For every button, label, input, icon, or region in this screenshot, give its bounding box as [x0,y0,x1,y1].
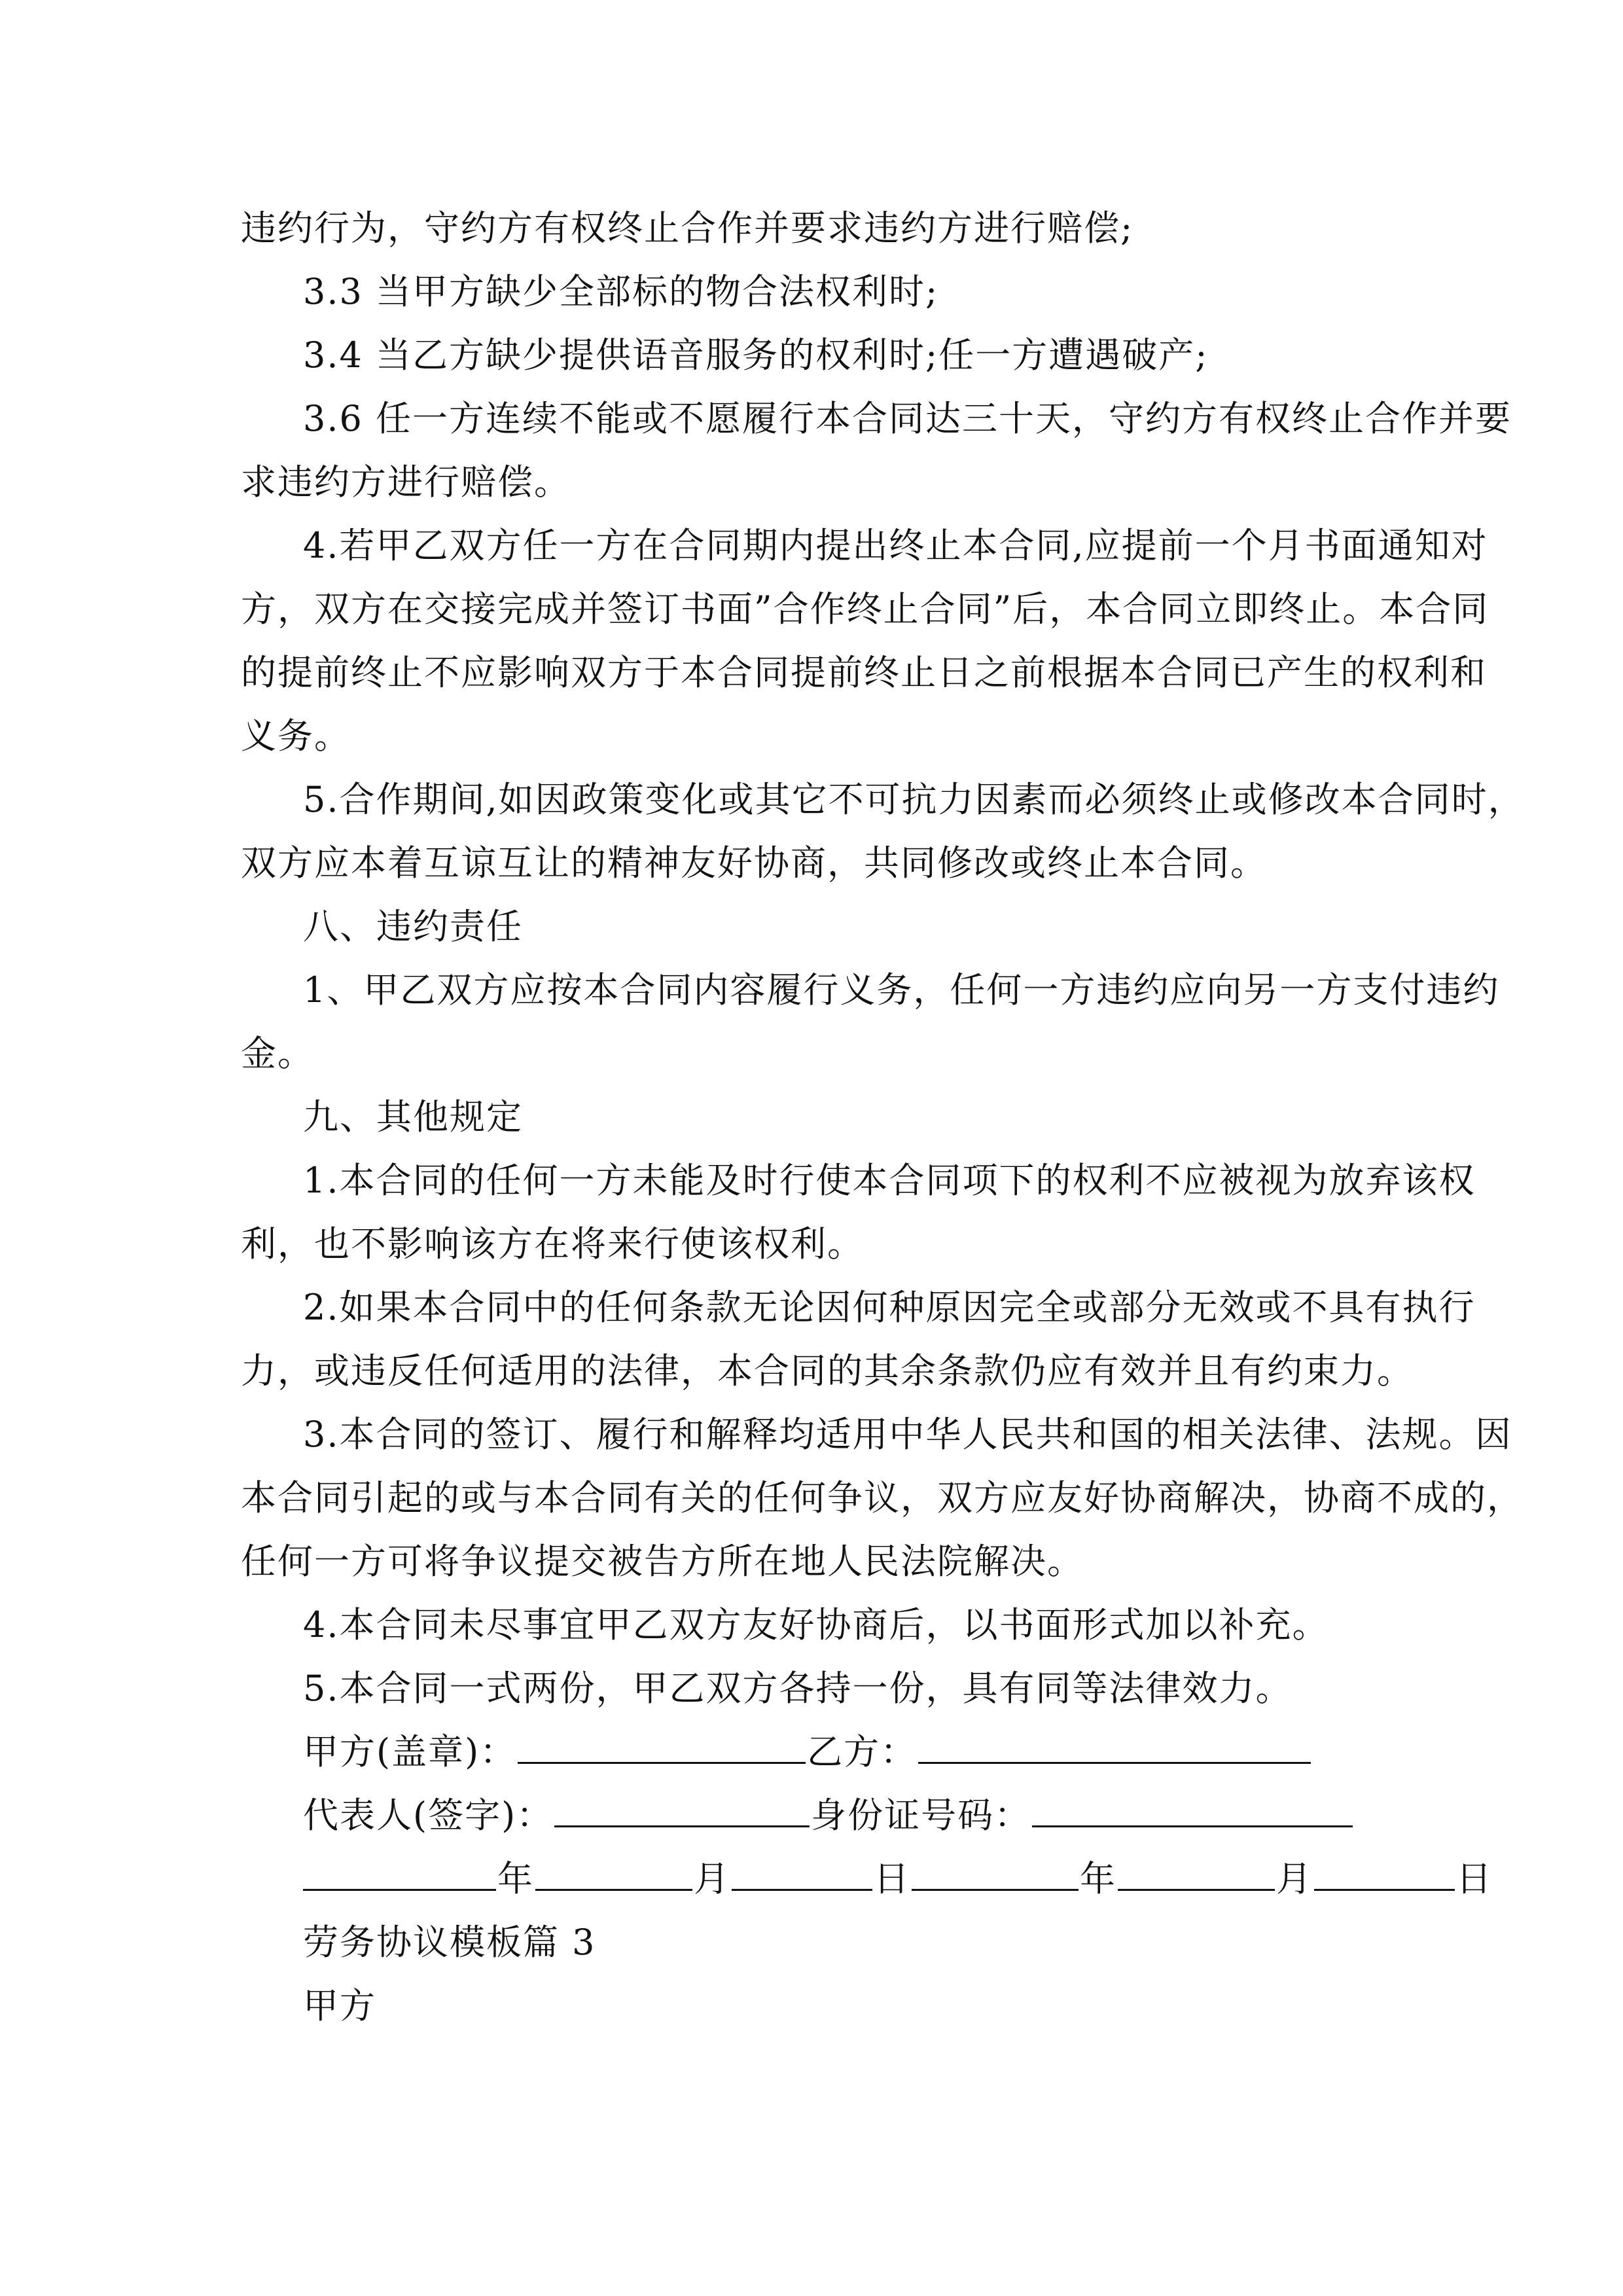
paragraph-line: 4.若甲乙双方任一方在合同期内提出终止本合同,应提前一个月书面通知对 [303,525,1488,566]
representative-signature-blank[interactable] [554,1785,810,1827]
contract-body [241,196,1525,1720]
paragraph-line: 3.本合同的签订、履行和解释均适用中华人民共和国的相关法律、法规。因 [303,1414,1512,1455]
signature-row-dates [241,1847,1493,1910]
party-a-year-blank[interactable] [303,1848,496,1891]
document-page [241,196,1525,2037]
id-number-blank[interactable] [1032,1785,1353,1827]
party-b-day-blank[interactable] [1314,1848,1455,1891]
paragraph-line: 九、其他规定 [303,1096,523,1138]
party-b-label: 乙方： [807,1731,918,1772]
id-number-label: 身份证号码： [811,1795,1031,1836]
paragraph-line: 利，也不影响该方在将来行使该权利。 [241,1223,864,1265]
paragraph-line: 1.本合同的任何一方未能及时行使本合同项下的权利不应被视为放弃该权 [303,1160,1476,1201]
paragraph-line: 方，双方在交接完成并签订书面”合作终止合同”后，本合同立即终止。本合同 [241,588,1489,630]
paragraph-line: 双方应本着互谅互让的精神友好协商，共同修改或终止本合同。 [241,842,1267,884]
month-label: 月 [694,1858,730,1899]
next-section-title: 劳务协议模板篇 3 [303,1922,596,1963]
representative-signature-label: 代表人(签字)： [303,1795,554,1836]
party-a-seal-blank[interactable] [518,1721,806,1764]
paragraph-line: 3.3 当甲方缺少全部标的物合法权利时; [303,271,939,312]
next-section-party-a: 甲方 [303,1985,376,2026]
paragraph-line: 求违约方进行赔偿。 [241,461,571,503]
signature-row-parties [241,1720,1393,1784]
party-a-day-blank[interactable] [732,1848,872,1891]
paragraph-line: 违约行为，守约方有权终止合作并要求违约方进行赔偿; [241,207,1134,249]
paragraph-line: 3.6 任一方连续不能或不愿履行本合同达三十天，守约方有权终止合作并要 [303,398,1512,439]
paragraph-line: 八、违约责任 [303,906,523,947]
year-label: 年 [497,1858,534,1899]
day-label: 日 [874,1858,910,1899]
party-b-blank[interactable] [918,1721,1311,1764]
paragraph-line: 5.合作期间,如因政策变化或其它不可抗力因素而必须终止或修改本合同时， [303,779,1525,820]
paragraph-line: 5.本合同一式两份，甲乙双方各持一份，具有同等法律效力。 [303,1668,1293,1709]
month-label: 月 [1276,1858,1313,1899]
paragraph-line: 本合同引起的或与本合同有关的任何争议，双方应友好协商解决，协商不成的， [241,1477,1524,1518]
paragraph-line: 2.如果本合同中的任何条款无论因何种原因完全或部分无效或不具有执行 [303,1287,1476,1328]
signature-row-representative [241,1784,1393,1847]
paragraph-line: 的提前终止不应影响双方于本合同提前终止日之前根据本合同已产生的权利和 [241,652,1487,693]
paragraph-line: 任何一方可将争议提交被告方所在地人民法院解决。 [241,1541,1084,1582]
party-a-month-blank[interactable] [535,1848,692,1891]
party-b-year-blank[interactable] [912,1848,1079,1891]
paragraph-line: 1、甲乙双方应按本合同内容履行义务，任何一方违约应向另一方支付违约 [303,969,1500,1011]
paragraph-line: 金。 [241,1033,314,1074]
party-b-month-blank[interactable] [1118,1848,1275,1891]
paragraph-line: 4.本合同未尽事宜甲乙双方友好协商后，以书面形式加以补充。 [303,1604,1329,1645]
paragraph-line: 3.4 当乙方缺少提供语音服务的权利时;任一方遭遇破产; [303,334,1209,376]
paragraph-line: 力，或违反任何适用的法律，本合同的其余条款仍应有效并且有约束力。 [241,1350,1414,1391]
paragraph-line: 义务。 [241,715,351,757]
day-label: 日 [1456,1858,1493,1899]
year-label: 年 [1080,1858,1116,1899]
party-a-seal-label: 甲方(盖章)： [303,1731,517,1772]
